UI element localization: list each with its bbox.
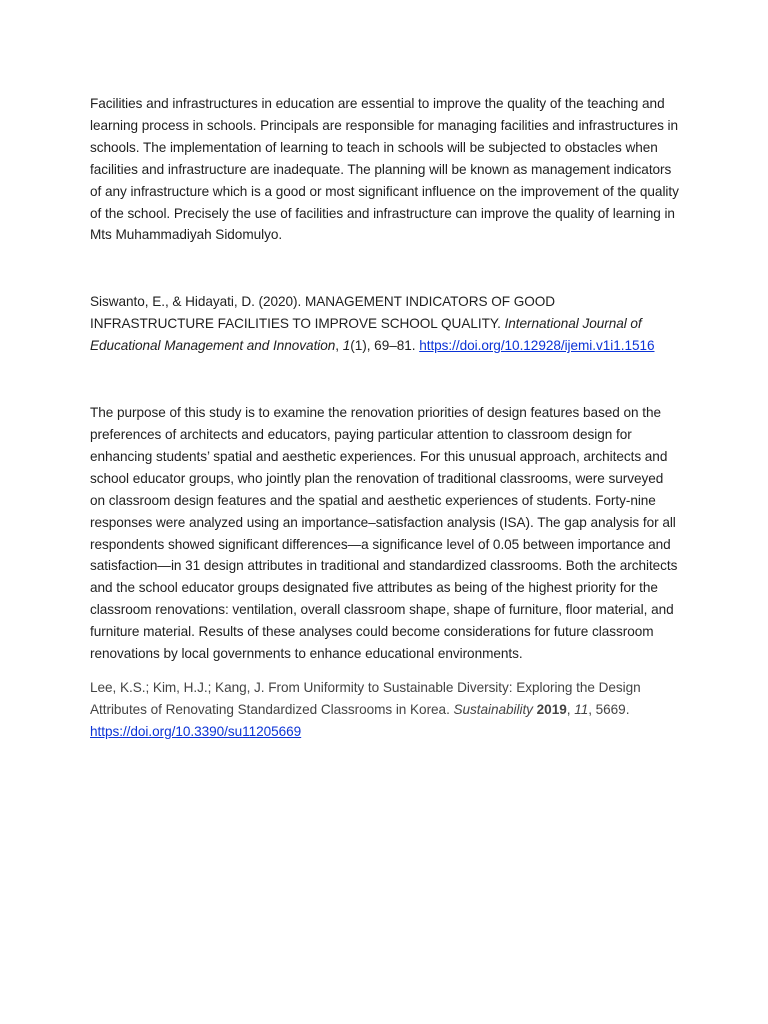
paragraph-facilities-summary: Facilities and infrastructures in education are essential to improve the quality of the teaching and learning process in schools. Principals are responsible for managing facilities and infrastructures in schools. The implementation of learning to teach in schools will be subjected to obstacles when facilities and infrastructure are inadequate. The planning will be known as management indicators of any infrastructure which is a good or most significant influence on the improvement of the quality of the school. Precisely the use of facilities and infrastructure can improve the quality of learning in Mts Muhammadiyah Sidomulyo. — [90, 96, 679, 243]
reference-siswanto — [90, 291, 680, 357]
doi-link-siswanto[interactable]: https://doi.org/10.12928/ijemi.v1i1.1516 — [419, 338, 655, 354]
paragraph-classroom-renovation-abstract: The purpose of this study is to examine the renovation priorities of design features based on the preferences of architects and educators, paying particular attention to classroom design for enhancing students’ spatial and aesthetic experiences. For this unusual approach, architects and school educator groups, who jointly plan the renovation of traditional classrooms, were surveyed on classroom design features and the spatial and aesthetic experiences of students. Forty-nine responses were analyzed using an importance–satisfaction analysis (ISA). The gap analysis for all respondents showed significant differences—a significance level of 0.05 between importance and satisfaction—in 31 design attributes in traditional and standardized classrooms. Both the architects and the school educator groups designated five attributes as being of the highest priority for the classroom renovations: ventilation, overall classroom shape, shape of furniture, floor material, and furniture material. Results of these analyses could become considerations for future classroom renovations by local governments to enhance educational environments. — [90, 405, 678, 662]
reference-authors-title: Lee, K.S.; Kim, H.J.; Kang, J. From Uniformity to Sustainable Diversity: Exploring the Design Attributes of Renovating Standardized Classrooms in Korea. — [90, 679, 641, 717]
reference-separator: , — [335, 338, 343, 354]
reference-journal: Sustainability — [453, 701, 533, 717]
reference-year: 2019 — [536, 701, 567, 717]
reference-lee — [90, 677, 680, 743]
document-body — [90, 93, 680, 743]
reference-volume: 11 — [574, 701, 589, 717]
reference-separator: , — [566, 701, 575, 717]
reference-article-number: , 5669. — [588, 701, 630, 717]
doi-link-lee[interactable]: https://doi.org/10.3390/su11205669 — [90, 723, 302, 739]
reference-journal: International Journal of Educational Management and Innovation — [90, 316, 642, 354]
reference-issue-pages: (1), 69–81. — [350, 338, 420, 354]
reference-authors-title: Siswanto, E., & Hidayati, D. (2020). MANAGEMENT INDICATORS OF GOOD INFRASTRUCTURE FACILITIES TO IMPROVE SCHOOL QUALITY. — [90, 294, 556, 332]
reference-volume: 1 — [342, 338, 351, 354]
